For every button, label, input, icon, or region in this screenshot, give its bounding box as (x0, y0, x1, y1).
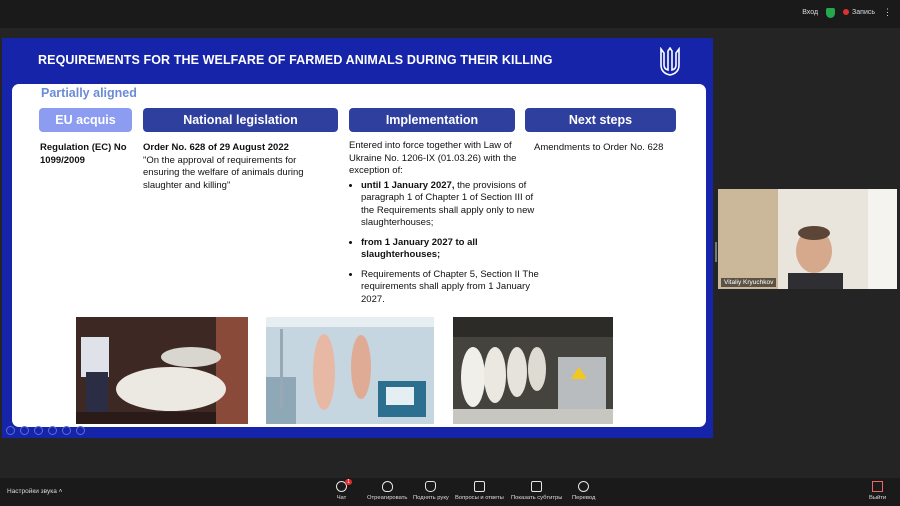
implementation-list (349, 180, 539, 307)
top-bar-controls (802, 7, 892, 18)
exit-icon (872, 481, 883, 492)
list-item (361, 180, 539, 230)
translate-button[interactable] (572, 481, 595, 501)
order-title: Order No. 628 of 29 August 2022 (143, 142, 289, 153)
bullet-text: the provisions of paragraph 1 of Chapter 1 of Section III of the Requirements shall apply only to new slaughterhouses; (361, 179, 535, 228)
national-legislation-text (143, 142, 333, 192)
list-item (361, 237, 539, 262)
bullet-text: Requirements of Chapter 5, Section II The requirements shall apply from 1 January 2027. (361, 268, 539, 305)
chat-icon (336, 479, 350, 492)
top-bar (0, 0, 900, 28)
chat-button[interactable] (336, 479, 350, 501)
panel-resize-handle[interactable] (715, 242, 717, 262)
slide-title: REQUIREMENTS FOR THE WELFARE OF FARMED ANIMALS DURING THEIR KILLING (38, 53, 553, 67)
participant-video[interactable] (718, 189, 897, 289)
carcass-line-photo (266, 317, 434, 424)
heart-icon (382, 481, 393, 492)
enter-button[interactable]: Вход (802, 9, 819, 16)
eu-regulation-text: Regulation (EC) No 1099/2009 (40, 142, 127, 166)
bullet-bold: until 1 January 2027, (361, 179, 455, 191)
captions-button[interactable] (511, 481, 562, 501)
question-icon (474, 481, 485, 492)
header-national-legislation: National legislation (143, 108, 338, 132)
header-eu-acquis: EU acquis (39, 108, 132, 132)
bullet-bold: from 1 January 2027 to all slaughterhouses; (361, 236, 478, 260)
pen-icon[interactable] (34, 426, 43, 435)
sound-settings-label: Настройки звука (7, 488, 57, 495)
trident-icon (659, 47, 681, 77)
order-quote: "On the approval of requirements for ensuring the welfare of animals during slaughter and killing" (143, 154, 304, 191)
implementation-text (349, 140, 539, 313)
record-dot-icon (843, 9, 849, 15)
translate-label: Перевод (572, 495, 596, 501)
cc-icon (531, 481, 542, 492)
qa-button[interactable] (455, 481, 504, 501)
next-slide-icon[interactable] (20, 426, 29, 435)
header-implementation: Implementation (349, 108, 515, 132)
participant-name: Vitaliy Kryuchkov (721, 278, 776, 287)
raise-hand-label: Поднять руку (413, 495, 449, 501)
raise-hand-button[interactable] (413, 481, 449, 501)
recording-label: Запись (852, 9, 875, 16)
globe-icon (578, 481, 589, 492)
hand-icon (425, 481, 436, 492)
slide-controls (6, 426, 85, 435)
shared-slide (2, 38, 713, 438)
shield-icon[interactable] (826, 8, 835, 18)
sound-settings-button[interactable] (7, 488, 62, 495)
list-item (361, 269, 539, 307)
pointer-icon[interactable] (48, 426, 57, 435)
next-steps-text: Amendments to Order No. 628 (534, 142, 664, 153)
captions-label: Показать субтитры (511, 495, 563, 501)
slaughter-floor-photo (76, 317, 248, 424)
header-next-steps: Next steps (525, 108, 676, 132)
more-options-icon[interactable] (76, 426, 85, 435)
slide-content (12, 84, 706, 427)
react-button[interactable] (367, 481, 407, 501)
react-label: Отреагировать (367, 495, 408, 501)
exit-button[interactable] (869, 481, 886, 501)
chevron-up-icon: ˄ (58, 488, 63, 495)
more-icon[interactable]: ⋮ (883, 7, 892, 17)
chat-label: Чат (336, 495, 347, 501)
meeting-toolbar (0, 478, 900, 506)
implementation-intro: Entered into force together with Law of Ukraine No. 1206-IX (01.03.26) with the exception of: (349, 140, 517, 176)
prev-slide-icon[interactable] (6, 426, 15, 435)
chat-badge: 1 (347, 479, 350, 485)
zoom-icon[interactable] (62, 426, 71, 435)
poultry-line-photo (453, 317, 613, 424)
recording-indicator (843, 9, 875, 16)
exit-label: Выйти (869, 495, 887, 501)
qa-label: Вопросы и ответы (455, 495, 504, 501)
alignment-status: Partially aligned (41, 86, 137, 100)
